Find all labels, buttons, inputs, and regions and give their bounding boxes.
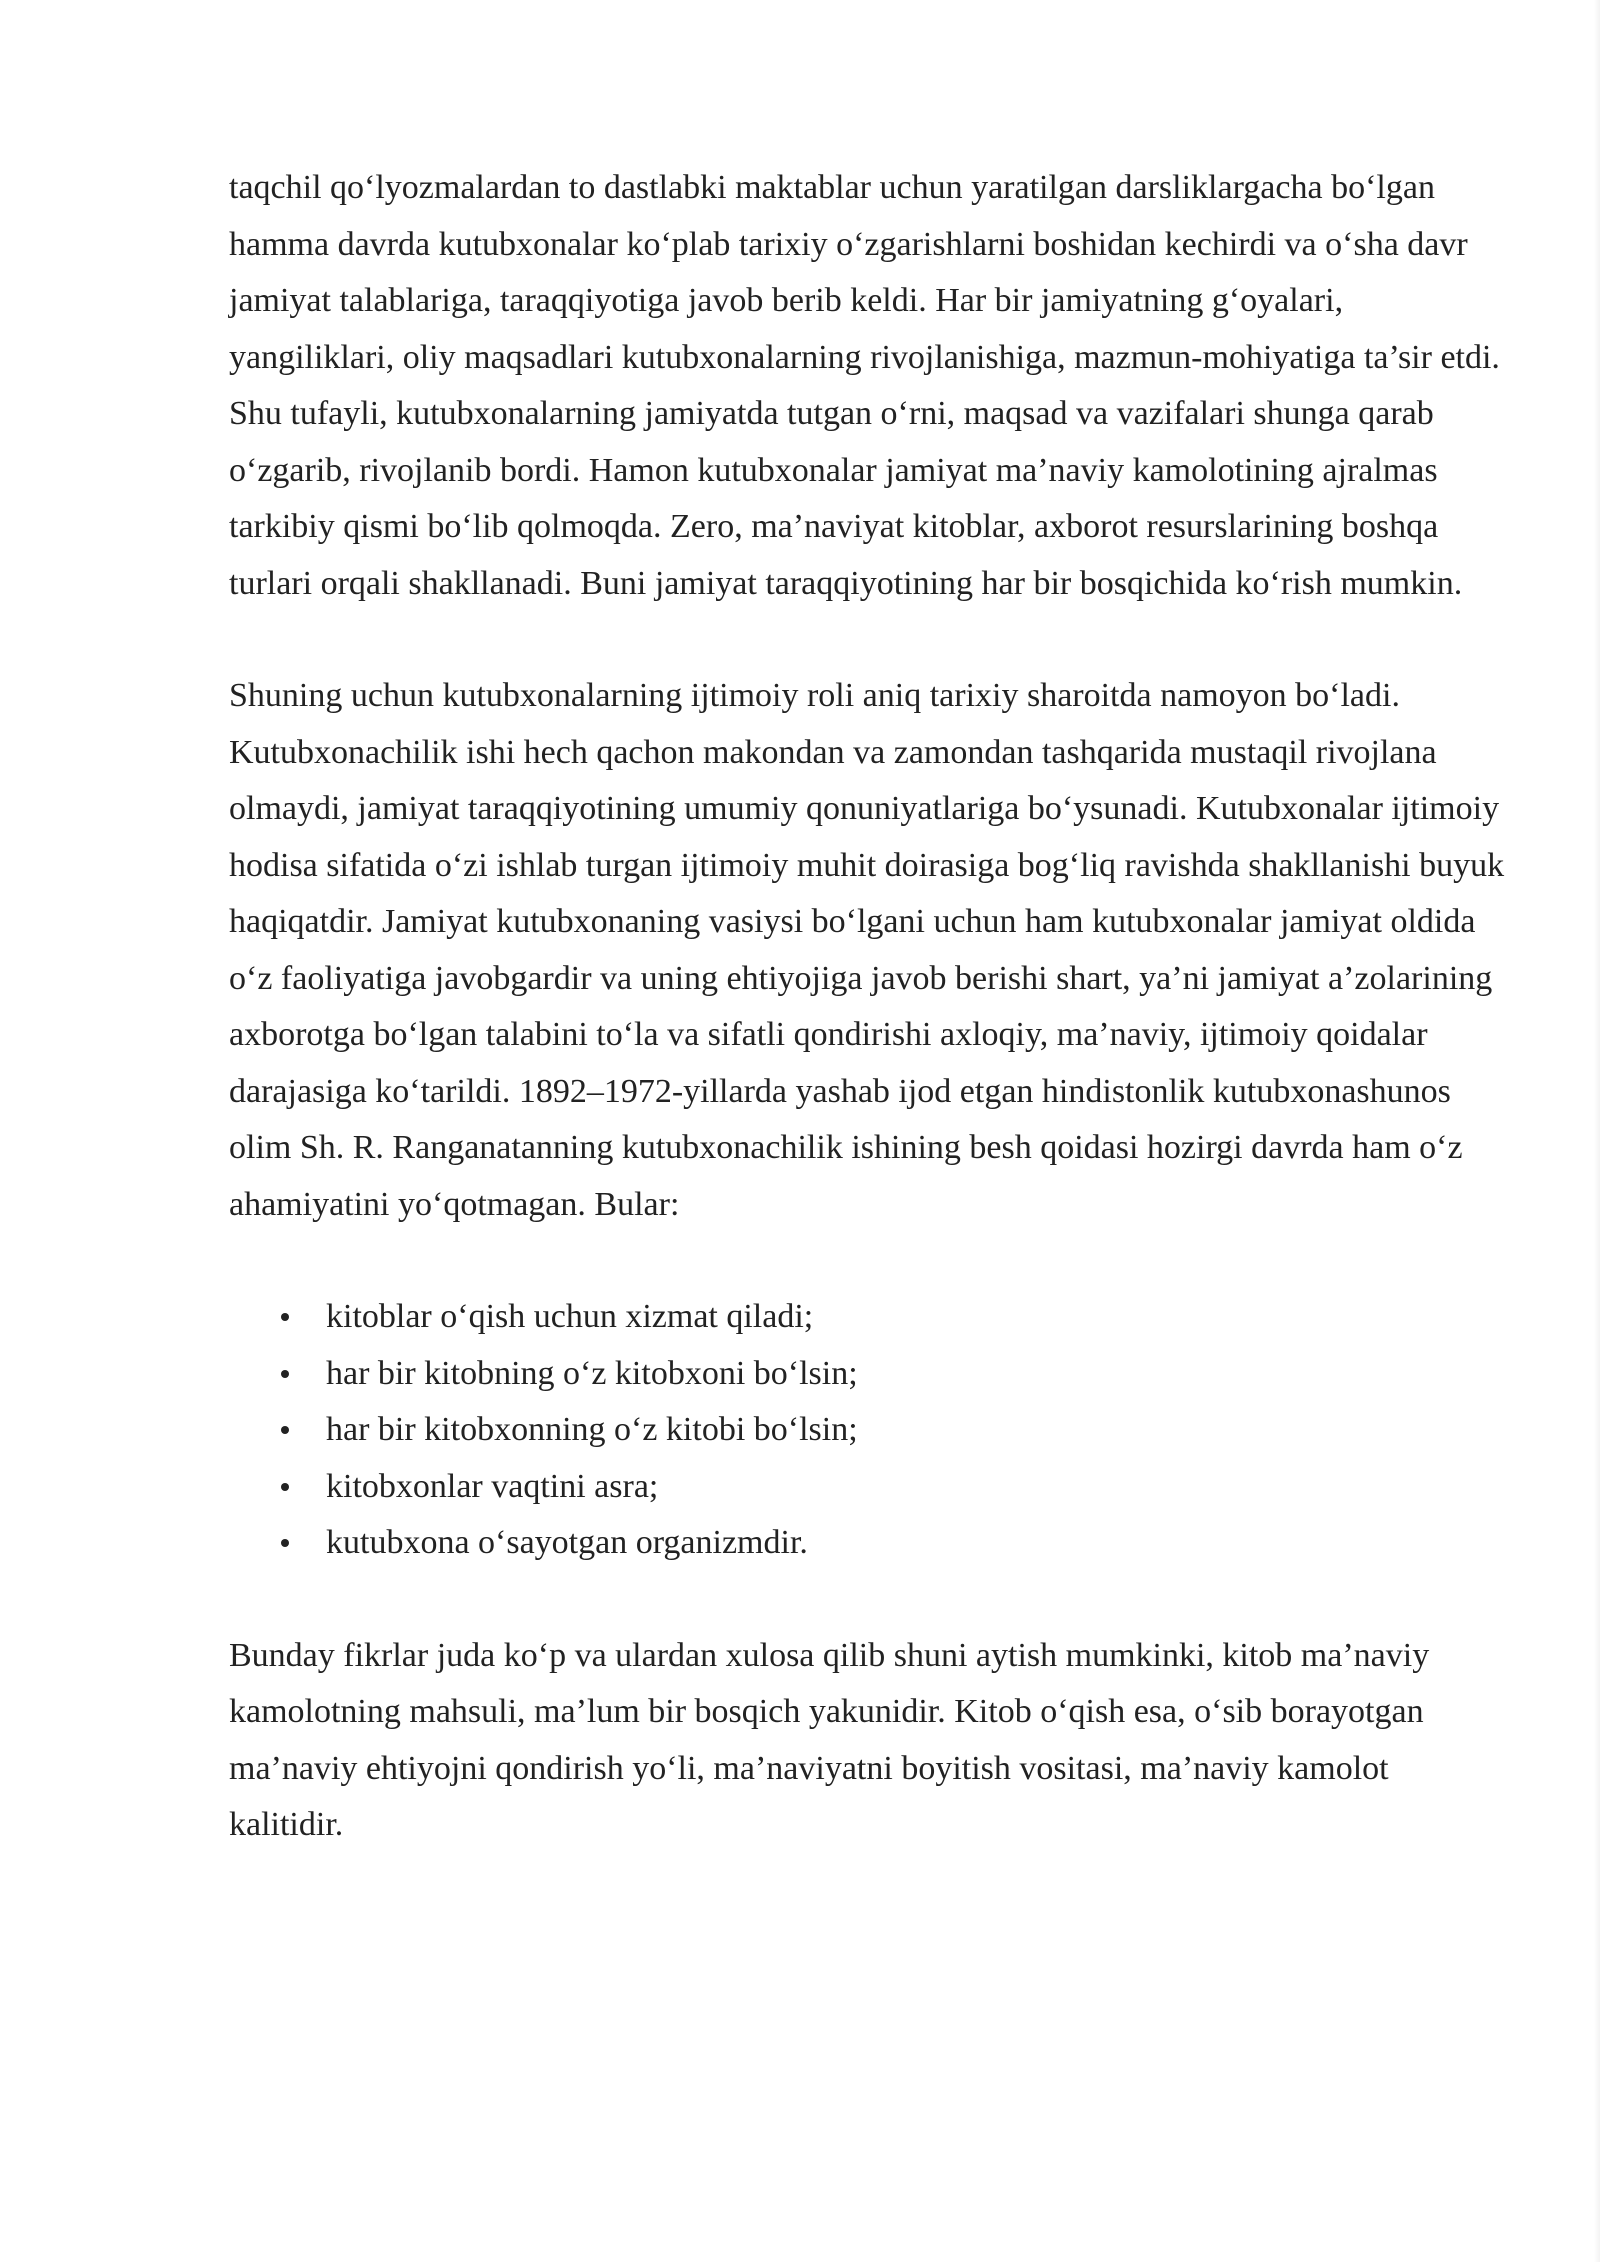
paragraph-spacer <box>229 1572 1509 1628</box>
list-item <box>229 1402 1509 1459</box>
list-item-text: har bir kitobxonning o‘z kitobi bo‘lsin; <box>326 1411 858 1448</box>
paragraph-social-role: Shuning uchun kutubxonalarning ijtimoiy roli aniq tarixiy sharoitda namoyon bo‘ladi. Kutubxonachilik ishi hech qachon makondan va zamondan tashqarida mustaqil rivojlana olmaydi, jamiyat taraqqiyotining umumiy qonuniyatlariga bo‘ysunadi. Kutubxonalar ijtimoiy hodisa sifatida o‘zi ishlab turgan ijtimoiy muhit doirasiga bog‘liq ravishda shakllanishi buyuk haqiqatdir. Jamiyat kutubxonaning vasiysi bo‘lgani uchun ham kutubxonalar jamiyat oldida o‘z faoliyatiga javobgardir va uning ehtiyojiga javob berishi shart, ya’ni jamiyat a’zolarining axborotga bo‘lgan talabini to‘la va sifatli qondirishi axloqiy, ma’naviy, ijtimoiy qoidalar darajasiga ko‘tarildi. 1892–1972-yillarda yashab ijod etgan hindistonlik kutubxonashunos olim Sh. R. Ranganatanning kutubxonachilik ishining besh qoidasi hozirgi davrda ham o‘z ahamiyatini yo‘qotmagan. Bular: <box>229 677 1505 1223</box>
bullet-icon <box>281 1313 289 1321</box>
document-body <box>229 160 1509 1854</box>
list-item <box>229 1346 1509 1403</box>
list-item <box>229 1289 1509 1346</box>
list-item-text: har bir kitobning o‘z kitobxoni bo‘lsin; <box>326 1354 858 1392</box>
five-rules-list <box>229 1289 1509 1572</box>
paragraph-library-history: taqchil qo‘lyozmalardan to dastlabki maktablar uchun yaratilgan darsliklargacha bo‘lgan hamma davrda kutubxonalar ko‘plab tarixiy o‘zgarishlarni boshidan kechirdi va o‘sha davr jamiyat talablariga, taraqqiyotiga javob berib keldi. Har bir jamiyatning g‘oyalari, yangiliklari, oliy maqsadlari kutubxonalarning rivojlanishiga, mazmun-mohiyatiga ta’sir etdi. Shu tufayli, kutubxonalarning jamiyatda tutgan o‘rni, maqsad va vazifalari shunga qarab o‘zgarib, rivojlanib bordi. Hamon kutubxonalar jamiyat ma’naviy kamolotining ajralmas tarkibiy qismi bo‘lib qolmoqda. Zero, ma’naviyat kitoblar, axborot resurslarining boshqa turlari orqali shakllanadi. Buni jamiyat taraqqiyotining har bir bosqichida ko‘rish mumkin. <box>229 169 1500 602</box>
paragraph-conclusion: Bunday fikrlar juda ko‘p va ulardan xulosa qilib shuni aytish mumkinki, kitob ma’naviy kamolotning mahsuli, ma’lum bir bosqich yakunidir. Kitob o‘qish esa, o‘sib borayotgan ma’naviy ehtiyojni qondirish yo‘li, ma’naviyatni boyitish vositasi, ma’naviy kamolot kalitidir. <box>229 1636 1430 1843</box>
list-item-text: kitoblar o‘qish uchun xizmat qiladi; <box>326 1298 814 1335</box>
bullet-icon <box>281 1370 289 1378</box>
paragraph-spacer <box>229 1233 1509 1289</box>
bullet-icon <box>281 1483 289 1491</box>
paragraph-spacer <box>229 612 1509 668</box>
bullet-icon <box>281 1426 289 1434</box>
list-item-text: kutubxona o‘sayotgan organizmdir. <box>326 1524 808 1561</box>
page-edge-shade <box>1594 0 1600 2262</box>
list-item-text: kitobxonlar vaqtini asra; <box>326 1467 659 1505</box>
list-item <box>229 1459 1509 1516</box>
bullet-icon <box>281 1539 289 1547</box>
list-item <box>229 1515 1509 1572</box>
